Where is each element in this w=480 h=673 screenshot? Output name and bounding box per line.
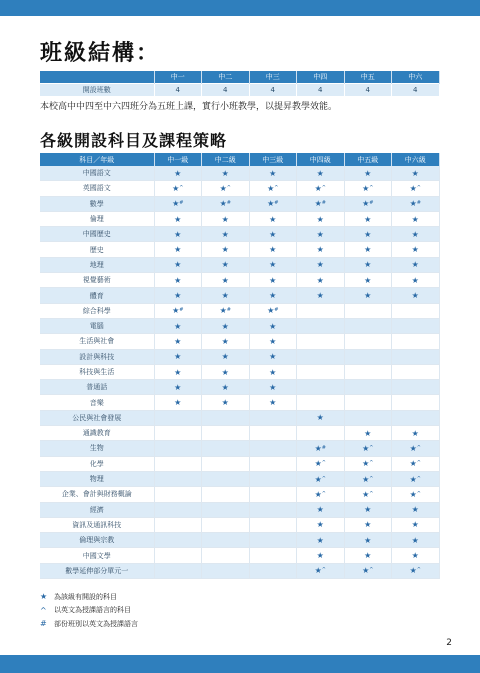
subject-mark — [392, 380, 440, 395]
subject-mark — [154, 410, 202, 425]
table-row — [40, 533, 439, 548]
subject-mark: ★^ — [392, 181, 440, 196]
subject-name: 中國語文 — [40, 166, 154, 181]
subject-mark: ★ — [202, 273, 250, 288]
subject-mark: ★ — [297, 211, 345, 226]
table-row — [40, 471, 439, 486]
subject-mark: ★^ — [297, 487, 345, 502]
subject-mark — [154, 426, 202, 441]
subject-mark: ★ — [392, 166, 440, 181]
header-cell: 中六 — [392, 71, 440, 84]
legend-item — [40, 604, 138, 618]
subject-mark: ★ — [202, 288, 250, 303]
subject-mark: ★ — [249, 211, 297, 226]
header-cell: 中四級 — [297, 153, 345, 166]
header-cell: 中二級 — [202, 153, 250, 166]
subject-mark — [202, 456, 250, 471]
subject-mark: ★ — [202, 211, 250, 226]
subject-mark — [249, 517, 297, 532]
header-cell: 中四 — [297, 71, 345, 84]
subject-mark: ★ — [154, 273, 202, 288]
subject-mark: ★ — [297, 548, 345, 563]
class-structure-table — [40, 71, 440, 96]
header-cell: 中三 — [249, 71, 297, 84]
table-row — [40, 211, 439, 226]
subject-mark — [202, 426, 250, 441]
table-row — [40, 196, 439, 211]
subject-mark: ★# — [344, 196, 392, 211]
subject-mark: ★# — [249, 303, 297, 318]
subjects-table — [40, 153, 440, 579]
subject-name: 設計與科技 — [40, 349, 154, 364]
subject-mark: ★ — [202, 334, 250, 349]
legend — [40, 590, 138, 631]
subject-mark — [154, 517, 202, 532]
subject-name: 物理 — [40, 471, 154, 486]
subject-mark: ★ — [249, 288, 297, 303]
subject-mark: ★ — [202, 349, 250, 364]
subject-name: 數學延伸部分單元一 — [40, 563, 154, 578]
subject-mark: ★ — [154, 166, 202, 181]
section-title: 各級開設科目及課程策略 — [40, 131, 228, 150]
subject-mark: ★^ — [392, 456, 440, 471]
subject-mark: ★ — [344, 227, 392, 242]
subject-mark: ★ — [297, 502, 345, 517]
subject-mark: ★^ — [249, 181, 297, 196]
subject-mark: ★^ — [344, 441, 392, 456]
subject-mark: ★ — [154, 227, 202, 242]
table-row — [40, 364, 439, 379]
subject-mark — [154, 471, 202, 486]
subject-mark: ★ — [297, 410, 345, 425]
subject-mark: ★ — [202, 380, 250, 395]
table-row — [40, 380, 439, 395]
subject-name: 體育 — [40, 288, 154, 303]
table-row — [40, 318, 439, 333]
bottom-banner — [0, 655, 480, 673]
subject-mark — [249, 426, 297, 441]
subject-name: 視覺藝術 — [40, 273, 154, 288]
subject-mark — [202, 410, 250, 425]
class-count: 4 — [392, 84, 440, 97]
subject-name: 歷史 — [40, 242, 154, 257]
subject-mark: ★ — [344, 502, 392, 517]
table-row — [40, 227, 439, 242]
subject-mark: ★^ — [344, 563, 392, 578]
subject-mark — [154, 502, 202, 517]
subject-mark: ★ — [249, 227, 297, 242]
subject-name: 通識教育 — [40, 426, 154, 441]
subject-mark: ★# — [202, 303, 250, 318]
subject-mark — [202, 548, 250, 563]
subject-mark: ★ — [154, 211, 202, 226]
table-row — [40, 563, 439, 578]
subject-mark — [154, 548, 202, 563]
subject-mark: ★^ — [154, 181, 202, 196]
subject-mark: ★ — [344, 242, 392, 257]
header-cell: 科目／年級 — [40, 153, 154, 166]
subject-mark: ★ — [297, 288, 345, 303]
table-row — [40, 502, 439, 517]
subject-name: 科技與生活 — [40, 364, 154, 379]
subject-mark: ★ — [249, 257, 297, 272]
page-title: 班級結構： — [40, 40, 161, 66]
subject-mark — [202, 563, 250, 578]
subject-mark: ★^ — [297, 456, 345, 471]
subject-mark — [249, 487, 297, 502]
subject-mark — [154, 441, 202, 456]
subject-mark: ★ — [297, 517, 345, 532]
subject-mark: ★# — [249, 196, 297, 211]
class-table-header — [40, 71, 439, 84]
subject-mark: ★ — [202, 318, 250, 333]
subject-mark: ★# — [392, 196, 440, 211]
table-row — [40, 273, 439, 288]
subject-mark: ★ — [249, 395, 297, 410]
subject-mark: ★ — [249, 349, 297, 364]
subject-mark: ★# — [297, 196, 345, 211]
subject-name: 生活與社會 — [40, 334, 154, 349]
subject-name: 中國歷史 — [40, 227, 154, 242]
class-count: 4 — [154, 84, 202, 97]
subject-mark — [344, 364, 392, 379]
subject-mark — [344, 410, 392, 425]
subject-mark: ★ — [154, 395, 202, 410]
legend-text: 為該級有開設的科目 — [54, 592, 117, 601]
table-row — [40, 426, 439, 441]
subject-mark: ★ — [202, 364, 250, 379]
subject-mark — [392, 395, 440, 410]
subject-mark — [154, 563, 202, 578]
subject-mark: ★ — [392, 426, 440, 441]
subject-mark: ★ — [344, 517, 392, 532]
table-row — [40, 288, 439, 303]
subject-mark: ★ — [154, 242, 202, 257]
subject-mark: ★ — [249, 273, 297, 288]
subject-mark: ★ — [392, 548, 440, 563]
subject-table-body — [40, 166, 439, 579]
header-cell: 中二 — [202, 71, 250, 84]
subject-mark: ★ — [392, 273, 440, 288]
subject-mark — [392, 349, 440, 364]
subject-mark: ★ — [297, 273, 345, 288]
subject-mark: ★ — [202, 257, 250, 272]
subject-mark — [202, 502, 250, 517]
subject-mark: ★ — [344, 257, 392, 272]
subject-mark — [297, 380, 345, 395]
subject-mark — [297, 364, 345, 379]
subject-name: 經濟 — [40, 502, 154, 517]
subject-name: 生物 — [40, 441, 154, 456]
subject-mark: ★^ — [297, 563, 345, 578]
table-row — [40, 548, 439, 563]
header-cell: 中三級 — [249, 153, 297, 166]
subject-name: 公民與社會發展 — [40, 410, 154, 425]
subject-mark: ★ — [154, 380, 202, 395]
table-row — [40, 349, 439, 364]
subject-name: 音樂 — [40, 395, 154, 410]
subject-mark: ★^ — [202, 181, 250, 196]
class-count: 4 — [297, 84, 345, 97]
subject-mark — [297, 303, 345, 318]
page-number: 2 — [446, 638, 452, 648]
subject-mark: ★ — [344, 166, 392, 181]
subject-name: 化學 — [40, 456, 154, 471]
subject-name: 倫理與宗教 — [40, 533, 154, 548]
table-row — [40, 395, 439, 410]
subject-mark — [154, 533, 202, 548]
subject-mark: ★ — [154, 349, 202, 364]
subject-name: 地理 — [40, 257, 154, 272]
subject-mark: ★ — [297, 166, 345, 181]
subject-mark — [392, 334, 440, 349]
subject-mark — [202, 517, 250, 532]
subject-mark: ★ — [202, 227, 250, 242]
subject-mark — [344, 349, 392, 364]
subject-name: 數學 — [40, 196, 154, 211]
subject-mark — [249, 441, 297, 456]
subject-mark — [344, 334, 392, 349]
subject-mark: ★ — [297, 227, 345, 242]
subject-name: 倫理 — [40, 211, 154, 226]
table-row — [40, 456, 439, 471]
subject-mark: ★# — [154, 196, 202, 211]
subject-name: 資訊及通訊科技 — [40, 517, 154, 532]
subject-mark: ★ — [202, 166, 250, 181]
subject-mark: ★# — [297, 441, 345, 456]
class-count: 4 — [344, 84, 392, 97]
subject-mark: ★ — [297, 257, 345, 272]
subject-mark — [249, 502, 297, 517]
subject-mark: ★ — [154, 288, 202, 303]
subject-mark — [344, 303, 392, 318]
class-count: 4 — [249, 84, 297, 97]
subject-mark: ★ — [154, 334, 202, 349]
hash-icon: # — [40, 619, 47, 629]
subject-mark: ★ — [297, 242, 345, 257]
subject-name: 企業、會計與財務概論 — [40, 487, 154, 502]
table-row — [40, 487, 439, 502]
subject-mark — [154, 487, 202, 502]
subject-mark: ★ — [392, 211, 440, 226]
subject-mark: ★ — [154, 364, 202, 379]
legend-item — [40, 590, 138, 604]
subject-mark — [297, 395, 345, 410]
subject-mark: ★^ — [344, 471, 392, 486]
subject-mark: ★ — [344, 211, 392, 226]
subject-mark: ★ — [249, 334, 297, 349]
subject-mark — [249, 456, 297, 471]
subject-mark: ★ — [344, 288, 392, 303]
star-icon: ★ — [40, 592, 48, 602]
subject-mark: ★^ — [344, 487, 392, 502]
subject-mark: ★^ — [392, 563, 440, 578]
subject-mark: ★ — [344, 426, 392, 441]
subject-mark — [249, 533, 297, 548]
subject-mark: ★ — [392, 227, 440, 242]
subject-mark — [202, 533, 250, 548]
subject-mark: ★ — [392, 517, 440, 532]
subject-mark: ★ — [249, 242, 297, 257]
legend-text: 以英文為授課語言的科目 — [54, 606, 131, 615]
table-row — [40, 166, 439, 181]
subject-mark: ★ — [202, 242, 250, 257]
subject-mark — [344, 318, 392, 333]
subject-mark — [249, 548, 297, 563]
subject-mark: ★ — [392, 502, 440, 517]
subject-mark — [202, 487, 250, 502]
header-cell — [40, 71, 154, 84]
subject-mark — [297, 349, 345, 364]
class-note: 本校高中中四至中六四班分為五班上課，實行小班教學，以提昇教學效能。 — [40, 102, 338, 112]
subject-mark — [297, 334, 345, 349]
header-cell: 中一 — [154, 71, 202, 84]
header-cell: 中五級 — [344, 153, 392, 166]
table-row — [40, 303, 439, 318]
subject-mark — [392, 318, 440, 333]
subject-mark: ★^ — [344, 456, 392, 471]
header-cell: 中六級 — [392, 153, 440, 166]
subject-mark: ★# — [154, 303, 202, 318]
table-row — [40, 84, 439, 97]
subject-mark — [344, 395, 392, 410]
table-row — [40, 441, 439, 456]
subject-mark: ★^ — [392, 471, 440, 486]
subject-mark: ★ — [344, 273, 392, 288]
subject-table-header — [40, 153, 439, 166]
subject-mark — [392, 364, 440, 379]
subject-name: 中國文學 — [40, 548, 154, 563]
subject-mark: ★ — [249, 166, 297, 181]
subject-mark: ★ — [154, 257, 202, 272]
header-cell: 中五 — [344, 71, 392, 84]
subject-name: 綜合科學 — [40, 303, 154, 318]
legend-item — [40, 617, 138, 631]
subject-mark: ★ — [154, 318, 202, 333]
subject-mark: ★ — [344, 548, 392, 563]
subject-mark — [392, 410, 440, 425]
subject-name: 普通話 — [40, 380, 154, 395]
subject-mark — [344, 380, 392, 395]
subject-mark — [202, 441, 250, 456]
subject-mark: ★ — [202, 395, 250, 410]
subject-mark: ★^ — [392, 441, 440, 456]
subject-mark: ★ — [249, 380, 297, 395]
subject-mark: ★# — [202, 196, 250, 211]
subject-mark: ★ — [344, 533, 392, 548]
class-count: 4 — [202, 84, 250, 97]
subject-mark — [297, 426, 345, 441]
table-row — [40, 181, 439, 196]
table-row — [40, 517, 439, 532]
subject-mark: ★ — [392, 533, 440, 548]
subject-mark: ★ — [297, 533, 345, 548]
table-row — [40, 257, 439, 272]
subject-mark — [392, 303, 440, 318]
subject-mark: ★ — [392, 242, 440, 257]
subject-mark — [202, 471, 250, 486]
header-cell: 中一級 — [154, 153, 202, 166]
subject-mark — [297, 318, 345, 333]
table-row — [40, 242, 439, 257]
subject-mark — [249, 471, 297, 486]
subject-name: 英國語文 — [40, 181, 154, 196]
table-row — [40, 334, 439, 349]
table-row — [40, 410, 439, 425]
caret-icon: ^ — [40, 605, 47, 615]
top-banner — [0, 0, 480, 16]
subject-mark: ★^ — [392, 487, 440, 502]
subject-mark: ★ — [392, 257, 440, 272]
subject-mark — [249, 563, 297, 578]
subject-mark: ★^ — [297, 181, 345, 196]
subject-mark: ★ — [249, 318, 297, 333]
subject-mark — [249, 410, 297, 425]
subject-mark: ★^ — [297, 471, 345, 486]
row-label: 開設班數 — [40, 84, 154, 97]
legend-text: 部份班別以英文為授課語言 — [54, 619, 138, 628]
subject-name: 電腦 — [40, 318, 154, 333]
subject-mark — [154, 456, 202, 471]
subject-mark: ★^ — [344, 181, 392, 196]
subject-mark: ★ — [392, 288, 440, 303]
subject-mark: ★ — [249, 364, 297, 379]
